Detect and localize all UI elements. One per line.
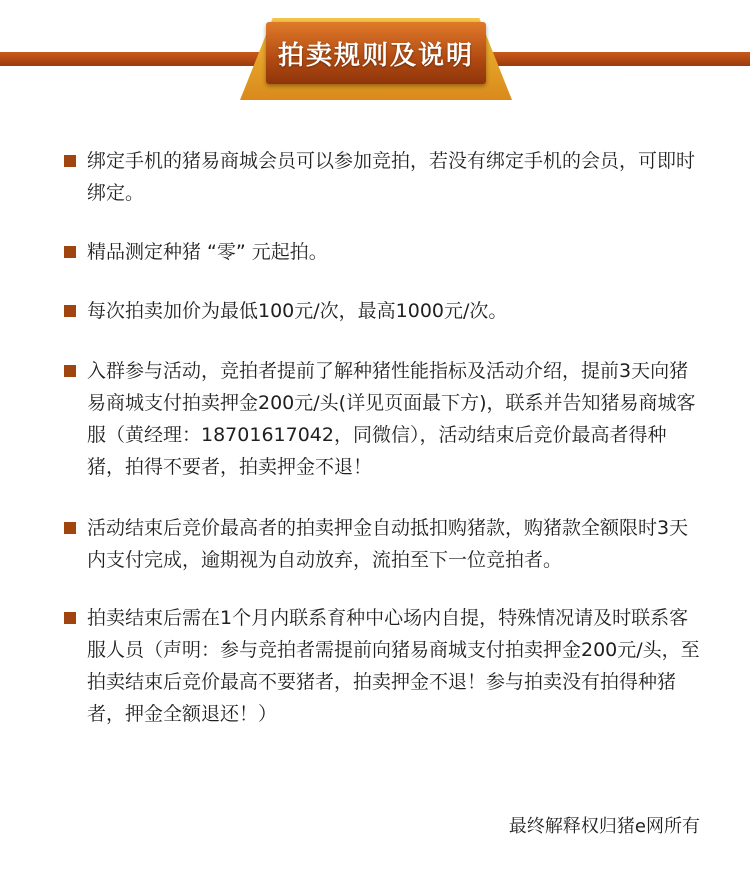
- rule-text: 每次拍卖加价为最低100元/次，最高1000元/次。: [87, 300, 508, 322]
- square-bullet-icon: [64, 522, 76, 534]
- square-bullet-icon: [64, 305, 76, 317]
- rule-text: 活动结束后竞价最高者的拍卖押金自动抵扣购猪款，购猪款全额限时3天内支付完成，逾期视为自动放弃，流拍至下一位竞拍者。: [87, 517, 689, 571]
- square-bullet-icon: [64, 155, 76, 167]
- square-bullet-icon: [64, 612, 76, 624]
- header-title-box: [266, 22, 486, 84]
- rule-item: [64, 236, 704, 268]
- rule-item: [64, 512, 704, 576]
- rule-text: 入群参与活动，竞拍者提前了解种猪性能指标及活动介绍，提前3天向猪易商城支付拍卖押金200元/头(详见页面最下方)，联系并告知猪易商城客服（黄经理：18701617042，同微信），活动结束后竞价最高者得种猪，拍得不要者，拍卖押金不退！: [87, 360, 696, 478]
- footer-disclaimer: 最终解释权归猪e网所有: [508, 816, 700, 837]
- square-bullet-icon: [64, 365, 76, 377]
- rule-text: 绑定手机的猪易商城会员可以参加竞拍，若没有绑定手机的会员，可即时绑定。: [87, 150, 696, 204]
- rule-text: 拍卖结束后需在1个月内联系育种中心场内自提，特殊情况请及时联系客服人员（声明：参与竞拍者需提前向猪易商城支付拍卖押金200元/头，至拍卖结束后竞价最高不要猪者，拍卖押金不退！参与拍卖没有拍得种猪者，押金全额退还！）: [87, 607, 700, 725]
- rule-item: [64, 355, 704, 483]
- rule-item: [64, 602, 704, 730]
- rule-item: [64, 295, 704, 327]
- page-title: 拍卖规则及说明: [277, 40, 474, 71]
- rule-item: [64, 145, 704, 209]
- rules-list: [64, 145, 704, 730]
- rule-text: 精品测定种猪 “零” 元起拍。: [87, 241, 328, 263]
- square-bullet-icon: [64, 246, 76, 258]
